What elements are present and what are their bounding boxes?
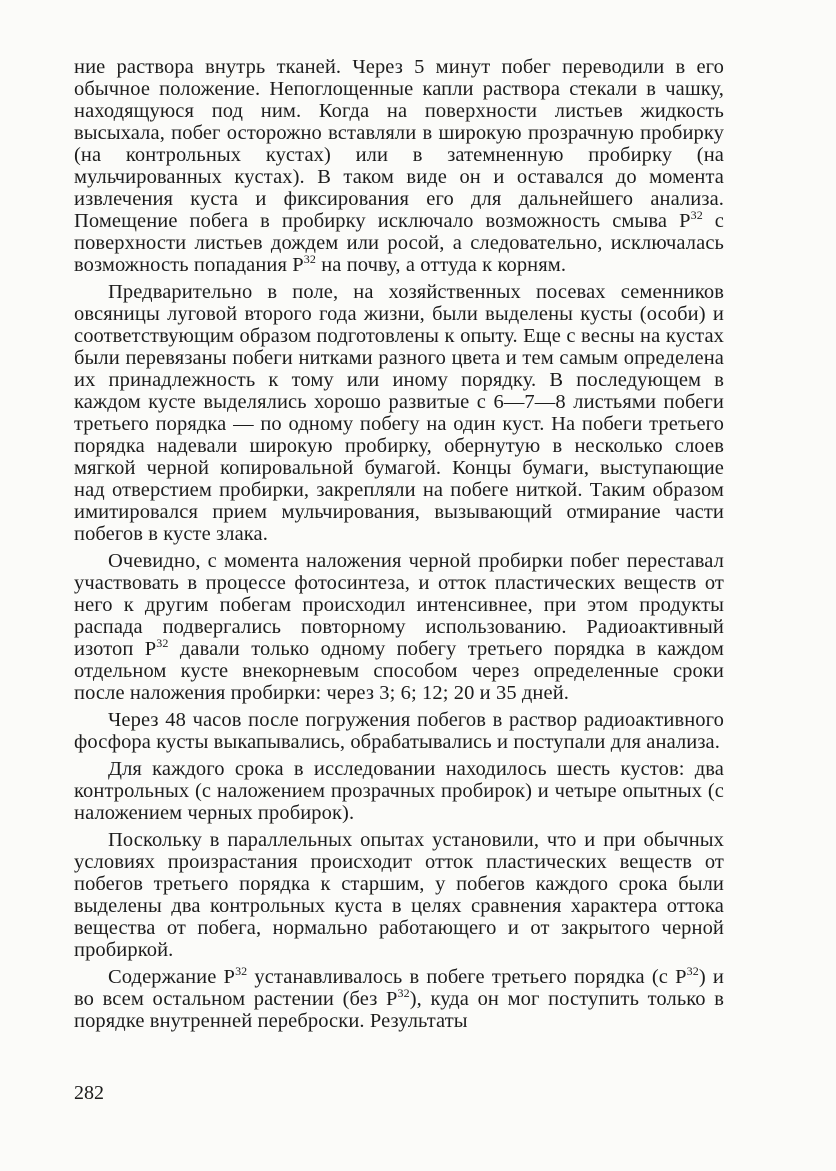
paragraph: [74, 550, 724, 704]
body-text: [74, 56, 724, 1037]
paragraph: [74, 966, 724, 1032]
paragraph: [74, 709, 724, 753]
text-run: Содержание Р: [108, 966, 236, 988]
isotope-superscript: 32: [303, 252, 316, 266]
isotope-superscript: 32: [690, 208, 703, 222]
text-run: ), куда он мог поступить только в порядке внутренней переброски. Результаты: [74, 988, 724, 1032]
paragraph: [74, 829, 724, 961]
isotope-superscript: 32: [686, 964, 699, 978]
text-run: на почву, а оттуда к корням.: [315, 254, 567, 276]
text-run: ние раствора внутрь тканей. Через 5 минут побег переводили в его обычное положение. Непоглощенные капли раствора стекали в чашку, находящуюся под ним. Когда на поверхности листьев жидкость высыхала, побег осторожно вставляли в широкую прозрачную пробирку (на контрольных кустах) или в затемненную пробирку (на мульчированных кустах). В таком виде он и оставался до момента извлечения куста и фиксирования его для дальнейшего анализа. Помещение побега в пробирку исключало возможность смыва Р: [74, 56, 724, 232]
text-run: с поверхности листьев дождем или росой, а следовательно, исключалась возможность попадания Р: [74, 210, 724, 276]
page-number: 282: [74, 1082, 104, 1104]
text-run: устанавливалось в побеге третьего порядка (с Р: [247, 966, 687, 988]
paragraph: [74, 281, 724, 545]
isotope-superscript: 32: [397, 986, 410, 1000]
isotope-superscript: 32: [156, 636, 169, 650]
text-run: давали только одному побегу третьего порядка в каждом отдельном кусте внекорневым способом через определенные сроки после наложения пробирки: через 3; 6; 12; 20 и 35 дней.: [74, 638, 725, 704]
paragraph: [74, 56, 724, 276]
text-run: Очевидно, с момента наложения черной пробирки побег переставал участвовать в процессе фотосинтеза, и отток пластических веществ от него к другим побегам происходил интенсивнее, при этом продукты распада подвергались повторному использованию. Радиоактивный изотоп Р: [74, 550, 724, 660]
isotope-superscript: 32: [235, 964, 248, 978]
paragraph: [74, 758, 724, 824]
text-run: Через 48 часов после погружения побегов в раствор радиоактивного фосфора кусты выкапывались, обрабатывались и поступали для анализа.: [74, 709, 724, 753]
text-run: Для каждого срока в исследовании находилось шесть кустов: два контрольных (с наложением прозрачных пробирок) и четыре опытных (с наложением черных пробирок).: [74, 758, 724, 824]
text-run: Предварительно в поле, на хозяйственных посевах семенников овсяницы луговой второго года жизни, были выделены кусты (особи) и соответствующим образом подготовлены к опыту. Еще с весны на кустах были перевязаны побеги нитками разного цвета и тем самым определена их принадлежность к тому или иному порядку. В последующем в каждом кусте выделялись хорошо развитые с 6—7—8 листьями побеги третьего порядка — по одному побегу на один куст. На побеги третьего порядка надевали широкую пробирку, обернутую в несколько слоев мягкой черной копировальной бумагой. Концы бумаги, выступающие над отверстием пробирки, закрепляли на побеге ниткой. Таким образом имитировался прием мульчирования, вызывающий отмирание части побегов в кусте злака.: [74, 281, 724, 545]
text-run: Поскольку в параллельных опытах установили, что и при обычных условиях произрастания происходит отток пластических веществ от побегов третьего порядка к старшим, у побегов каждого срока были выделены два контрольных куста в целях сравнения характера оттока вещества от побега, нормально работающего и от закрытого черной пробиркой.: [74, 829, 724, 961]
text-run: ) и во всем остальном растении (без Р: [74, 966, 724, 1010]
